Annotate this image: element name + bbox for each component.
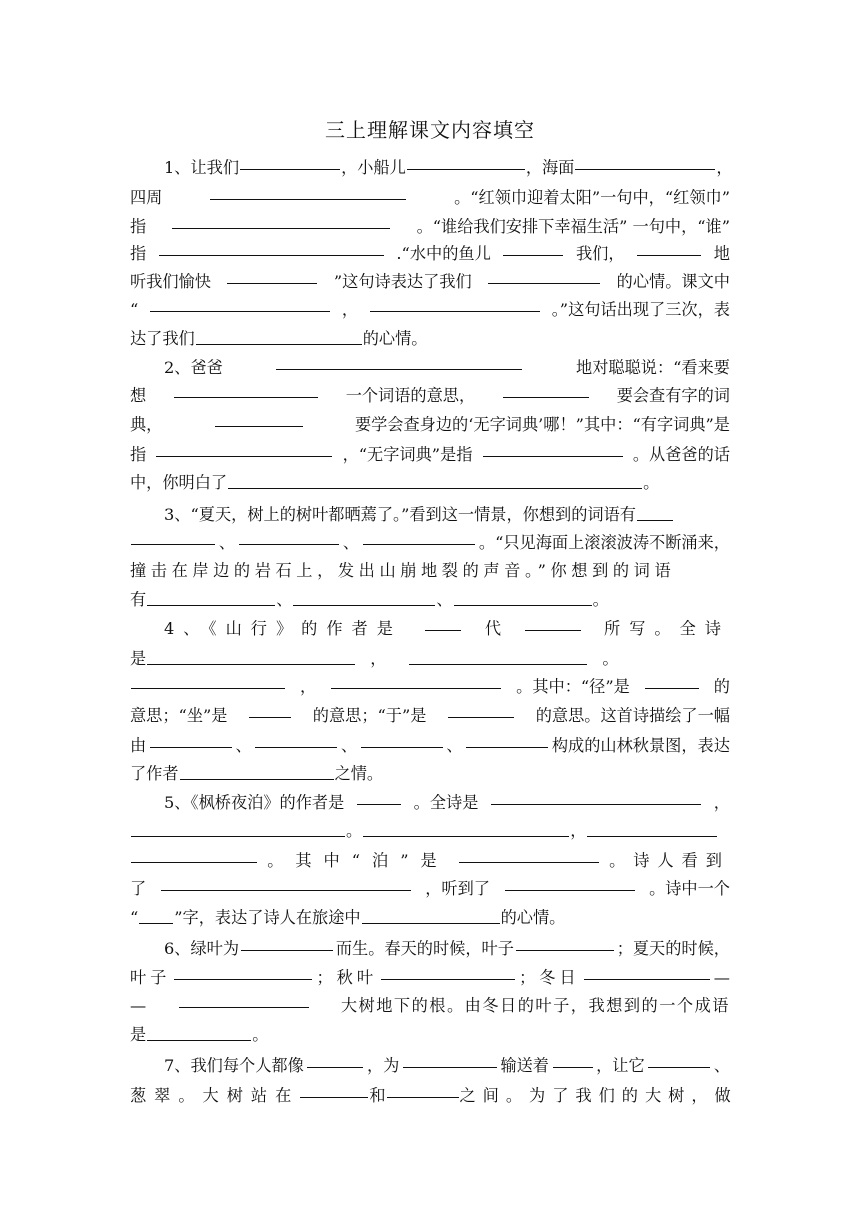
q5-line-1: 5、《枫桥夜泊》的作者是 。全诗是 ， <box>164 788 730 818</box>
answer-blank[interactable] <box>172 212 390 229</box>
answer-blank[interactable] <box>241 934 333 951</box>
q4-line-5: 由 、 、 、 构成的山林秋景图，表达 <box>130 731 730 761</box>
answer-blank[interactable] <box>147 648 355 665</box>
q4-line-1: 4、《山行》的作者是 代 所写。全诗 <box>164 614 730 644</box>
answer-blank[interactable] <box>381 963 515 980</box>
answer-blank[interactable] <box>156 440 332 457</box>
answer-blank[interactable] <box>363 820 569 837</box>
answer-blank[interactable] <box>637 239 701 256</box>
q4-line-2: 是 ， 。 <box>130 649 619 668</box>
answer-blank[interactable] <box>150 295 330 312</box>
q5-line-4: 了 ，听到了 。诗中一个 <box>130 874 730 904</box>
q4-line-4: 意思；“坐”是 的意思；“于”是 的意思。这首诗描绘了一幅 <box>130 701 730 731</box>
q4-line-3: ， 。其中：“径”是 的 <box>130 672 730 702</box>
q7-line-2: 葱翠。大树站在 和 之间。为了我们的大树，做 <box>130 1081 730 1111</box>
answer-blank[interactable] <box>525 614 581 631</box>
answer-blank[interactable] <box>575 153 715 170</box>
answer-blank[interactable] <box>174 963 312 980</box>
q6-line-4: 是 。 <box>130 1025 269 1044</box>
answer-blank[interactable] <box>174 381 318 398</box>
answer-blank[interactable] <box>488 267 600 284</box>
answer-blank[interactable] <box>637 504 673 521</box>
q3-line-3: 撞击在岸边的岩石上，发出山崩地裂的声音。”你想到的词语 <box>130 561 676 580</box>
q7-line-1: 7、我们每个人都像 ，为 输送着 ，让它 、 <box>164 1051 730 1081</box>
answer-blank[interactable] <box>409 648 587 665</box>
q1-line-6: “ ， 。”这句话出现了三次，表 <box>130 295 730 325</box>
answer-blank[interactable] <box>307 1051 363 1068</box>
q2-line-3: 典， 要学会查身边的‘无字词典’哪！”其中：“有字词典”是 <box>130 410 730 440</box>
answer-blank[interactable] <box>196 328 362 345</box>
answer-blank[interactable] <box>587 820 717 837</box>
q3-line-1: 3、“夏天，树上的树叶都晒蔫了。”看到这一情景，你想到的词语有 <box>164 500 730 530</box>
q1-line-4: 指 .“水中的鱼儿 我们， 地 <box>130 239 730 269</box>
q2-line-5: 中，你明白了 。 <box>130 473 660 492</box>
answer-blank[interactable] <box>180 763 334 780</box>
q5-line-5: “ ”字，表达了诗人在旅途中 的心情。 <box>130 908 566 927</box>
answer-blank[interactable] <box>131 820 345 837</box>
answer-blank[interactable] <box>139 907 173 924</box>
q2-line-1: 2、爸爸 地对聪聪说：“看来要 <box>164 353 730 383</box>
answer-blank[interactable] <box>361 731 443 748</box>
q1-line-2: 四周 。“红领巾迎着太阳”一句中，“红领巾” <box>130 183 730 213</box>
answer-blank[interactable] <box>425 614 461 631</box>
answer-blank[interactable] <box>276 353 522 370</box>
q2-line-2: 想 一个词语的意思， 要会查有字的词 <box>130 381 730 411</box>
q1-line-1: 1、让我们 ，小船儿 ，海面 ， <box>164 153 730 183</box>
answer-blank[interactable] <box>387 1081 459 1098</box>
answer-blank[interactable] <box>159 239 384 256</box>
q6-line-3: — 大树地下的根。由冬日的叶子，我想到的一个成语 <box>130 991 730 1021</box>
q5-line-3: 。其中“泊”是 。诗人看到 <box>130 846 730 876</box>
answer-blank[interactable] <box>363 528 475 545</box>
answer-blank[interactable] <box>370 295 540 312</box>
answer-blank[interactable] <box>553 1051 593 1068</box>
answer-blank[interactable] <box>131 528 215 545</box>
answer-blank[interactable] <box>483 440 623 457</box>
q5-line-2: 。 ， <box>130 816 730 846</box>
q6-line-2: 叶子 ；秋叶 ；冬日 — <box>130 963 730 993</box>
answer-blank[interactable] <box>648 1051 710 1068</box>
answer-blank[interactable] <box>215 410 303 427</box>
answer-blank[interactable] <box>454 589 592 606</box>
answer-blank[interactable] <box>505 874 635 891</box>
answer-blank[interactable] <box>407 153 525 170</box>
answer-blank[interactable] <box>131 846 257 863</box>
answer-blank[interactable] <box>228 472 642 489</box>
answer-blank[interactable] <box>147 589 275 606</box>
answer-blank[interactable] <box>239 528 339 545</box>
answer-blank[interactable] <box>255 731 337 748</box>
answer-blank[interactable] <box>503 239 563 256</box>
answer-blank[interactable] <box>403 1051 497 1068</box>
answer-blank[interactable] <box>210 183 406 200</box>
q4-line-6: 了作者 之情。 <box>130 764 384 783</box>
answer-blank[interactable] <box>150 731 232 748</box>
q3-line-4: 有 、 、 。 <box>130 590 609 609</box>
answer-blank[interactable] <box>448 701 514 718</box>
answer-blank[interactable] <box>584 963 710 980</box>
answer-blank[interactable] <box>491 788 701 805</box>
answer-blank[interactable] <box>300 1081 368 1098</box>
answer-blank[interactable] <box>516 934 614 951</box>
answer-blank[interactable] <box>161 874 411 891</box>
page-title: 三上理解课文内容填空 <box>325 118 535 142</box>
answer-blank[interactable] <box>131 672 285 689</box>
answer-blank[interactable] <box>362 907 500 924</box>
answer-blank[interactable] <box>459 846 599 863</box>
q6-line-1: 6、绿叶为 而生。春天的时候，叶子 ；夏天的时候， <box>164 934 730 964</box>
answer-blank[interactable] <box>645 672 699 689</box>
q2-line-4: 指 ，“无字词典”是指 。从爸爸的话 <box>130 440 730 470</box>
q1-line-7: 达了我们 的心情。 <box>130 329 428 348</box>
answer-blank[interactable] <box>227 267 317 284</box>
answer-blank[interactable] <box>240 153 340 170</box>
answer-blank[interactable] <box>331 672 501 689</box>
answer-blank[interactable] <box>466 731 548 748</box>
answer-blank[interactable] <box>503 381 589 398</box>
q1-line-3: 指 。“谁给我们安排下幸福生活” 一句中，“谁” <box>130 212 730 242</box>
answer-blank[interactable] <box>357 788 401 805</box>
answer-blank[interactable] <box>147 1024 251 1041</box>
answer-blank[interactable] <box>179 991 309 1008</box>
answer-blank[interactable] <box>249 701 291 718</box>
q1-line-5: 听我们愉快 ”这句诗表达了我们 的心情。课文中 <box>130 267 730 297</box>
answer-blank[interactable] <box>293 589 435 606</box>
q3-line-2: 、 、 。“只见海面上滚滚波涛不断涌来， <box>130 528 730 558</box>
